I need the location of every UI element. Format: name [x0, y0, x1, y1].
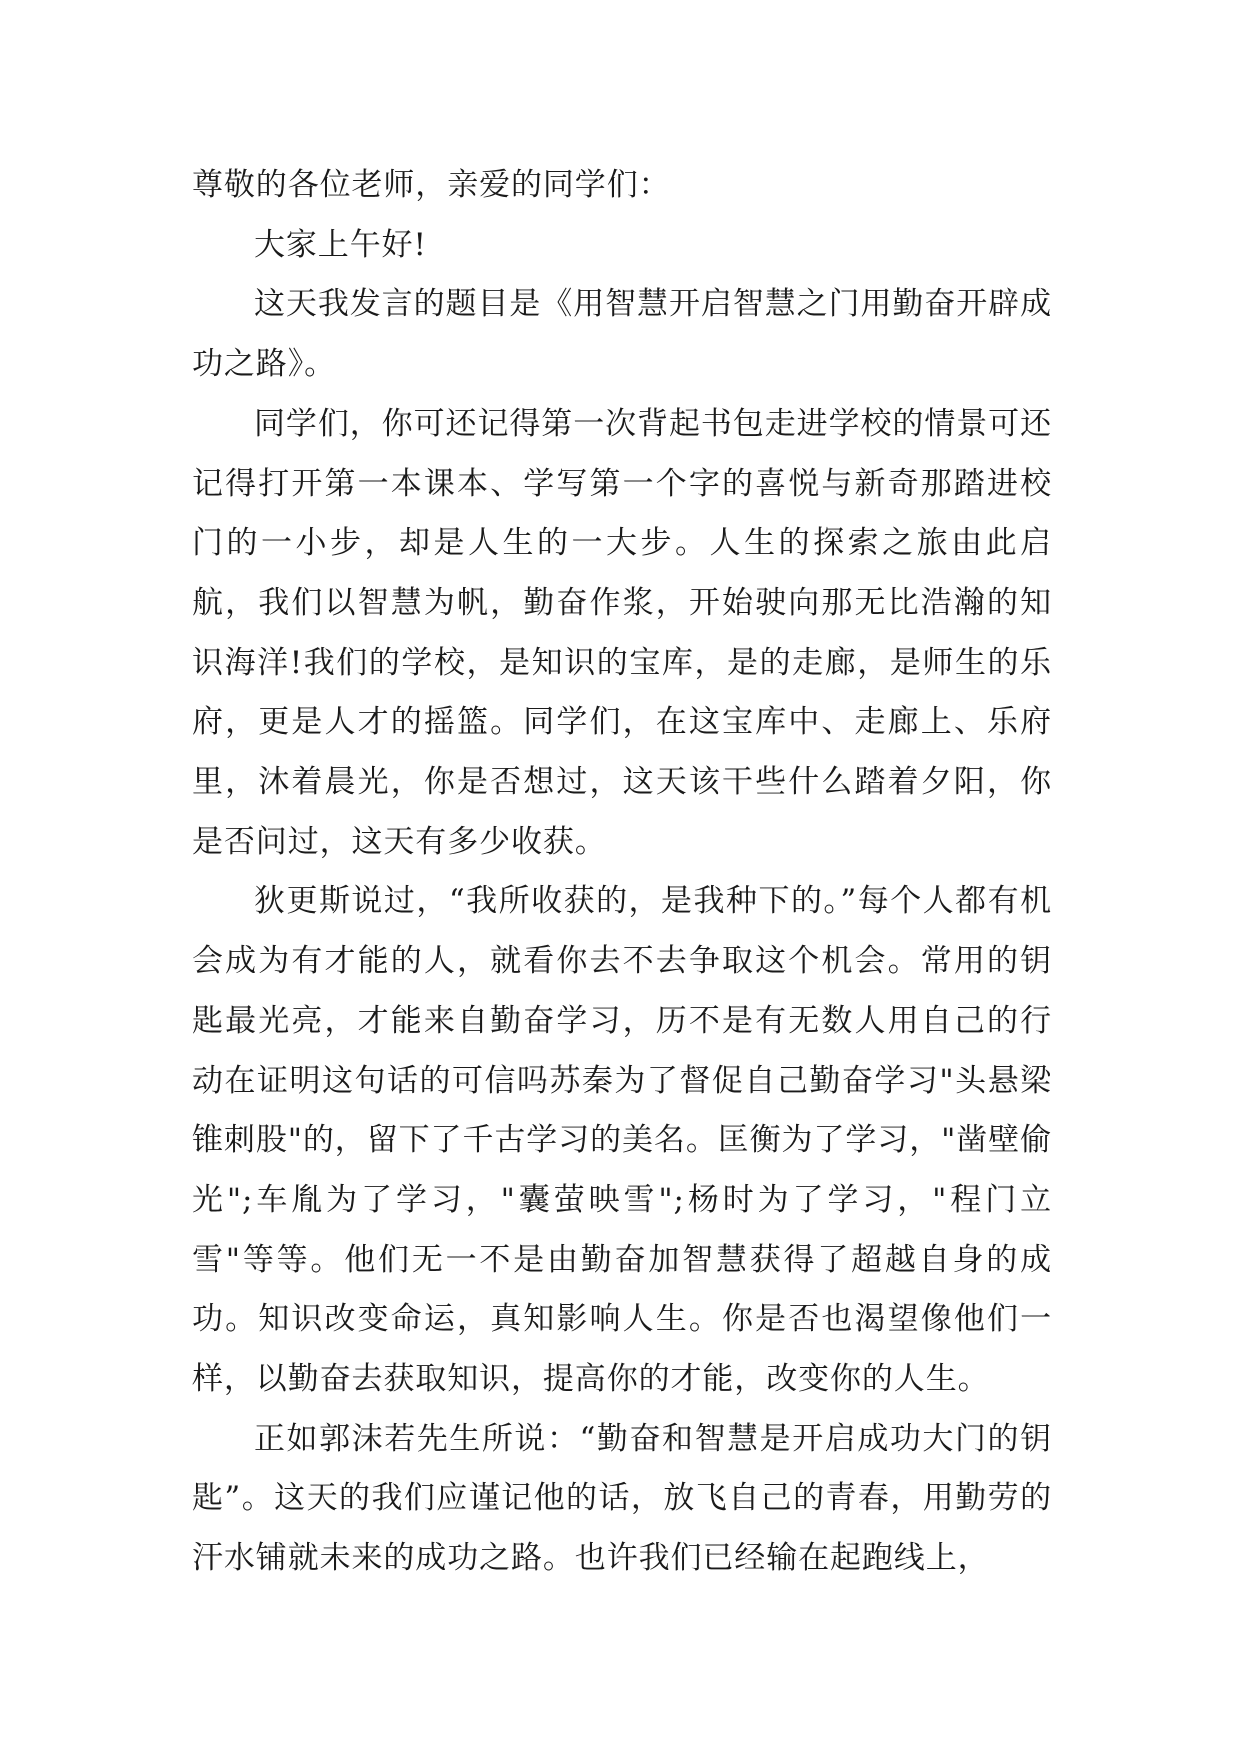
paragraph-greeting: 大家上午好!: [254, 226, 427, 263]
paragraph-topic: 这天我发言的题目是《用智慧开启智慧之门用勤奋开辟成功之路》。: [192, 286, 1052, 383]
paragraph-guo-moruo-quote: 正如郭沫若先生所说：“勤奋和智慧是开启成功大门的钥匙”。这天的我们应谨记他的话，放飞自己的青春，用勤劳的汗水铺就未来的成功之路。也许我们已经输在起跑线上，: [192, 1420, 1052, 1577]
paragraph-dickens-quote: 狄更斯说过，“我所收获的，是我种下的。”每个人都有机会成为有才能的人，就看你去不去争取这个机会。常用的钥匙最光亮，才能来自勤奋学习，历不是有无数人用自己的行动在证明这句话的可信吗苏秦为了督促自己勤奋学习"头悬梁锥刺股"的，留下了千古学习的美名。匡衡为了学习，"凿壁偷光";车胤为了学习，"囊萤映雪";杨时为了学习，"程门立雪"等等。他们无一不是由勤奋加智慧获得了超越自身的成功。知识改变命运，真知影响人生。你是否也渴望像他们一样，以勤奋去获取知识，提高你的才能，改变你的人生。: [192, 883, 1052, 1398]
document-page: [192, 156, 1052, 1589]
paragraph-school-journey: 同学们，你可还记得第一次背起书包走进学校的情景可还记得打开第一本课本、学写第一个字的喜悦与新奇那踏进校门的一小步，却是人生的一大步。人生的探索之旅由此启航，我们以智慧为帆，勤奋作浆，开始驶向那无比浩瀚的知识海洋!我们的学校，是知识的宝库，是的走廊，是师生的乐府，更是人才的摇篮。同学们，在这宝库中、走廊上、乐府里，沐着晨光，你是否想过，这天该干些什么踏着夕阳，你是否问过，这天有多少收获。: [192, 405, 1052, 860]
salutation: 尊敬的各位老师，亲爱的同学们：: [192, 167, 671, 203]
